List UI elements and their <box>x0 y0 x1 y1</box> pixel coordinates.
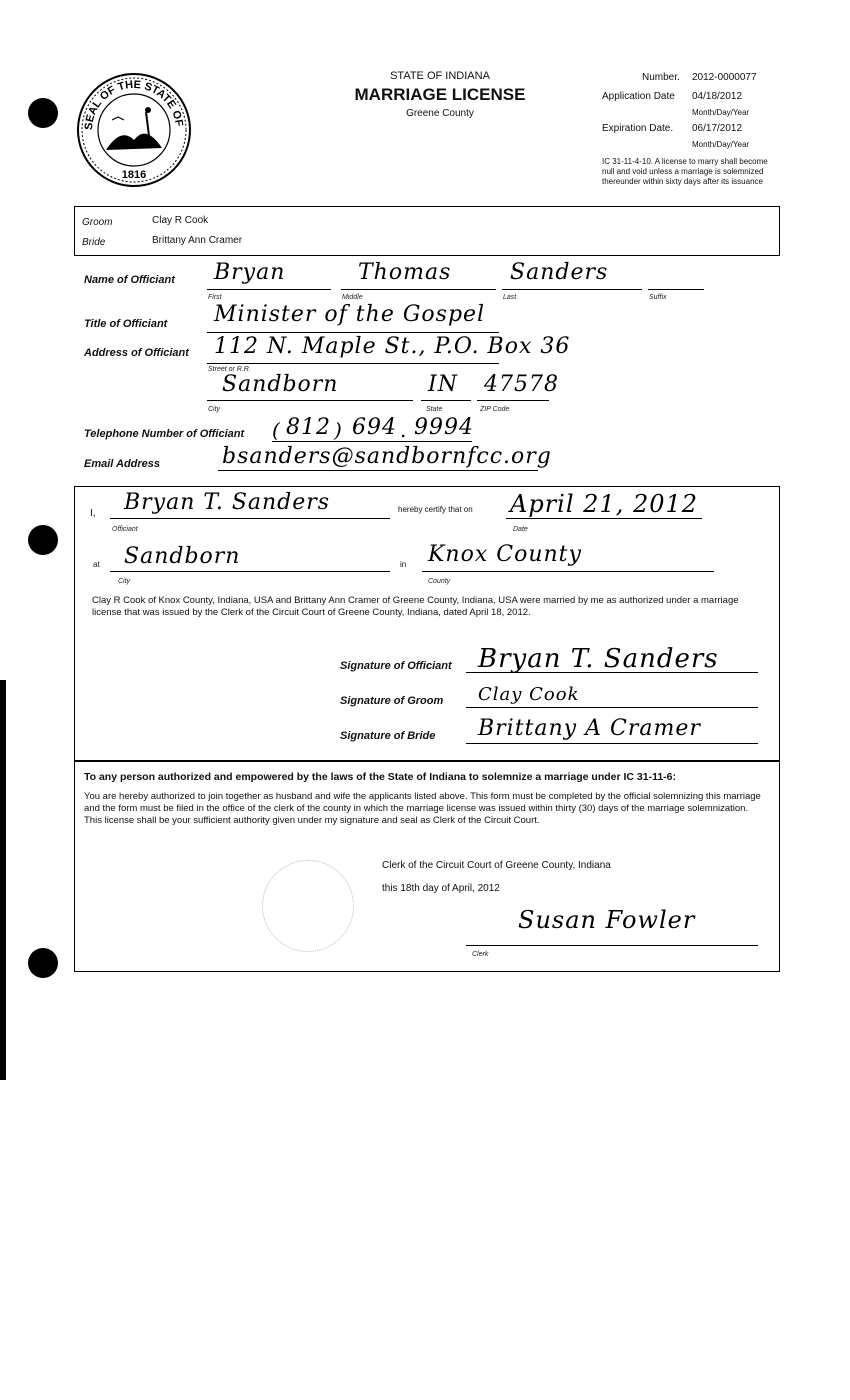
state-heading: STATE OF INDIANA <box>390 70 490 82</box>
officiant-signature-label: Signature of Officiant <box>340 660 452 672</box>
street-caption: Street or R.R. <box>208 366 251 373</box>
officiant-zip: 47578 <box>484 372 559 397</box>
bride-signature-label: Signature of Bride <box>340 730 436 742</box>
bride-name: Brittany Ann Cramer <box>152 235 243 246</box>
at-label: at <box>93 560 100 569</box>
officiant-title-value: Minister of the Gospel <box>214 302 486 327</box>
in-label: in <box>400 560 407 569</box>
officiant-email: bsanders@sandbornfcc.org <box>222 444 552 469</box>
middle-caption: Middle <box>342 294 363 301</box>
officiant-title-label: Title of Officiant <box>84 318 168 330</box>
officiant-first-name: Bryan <box>214 260 286 285</box>
binder-hole <box>28 948 58 978</box>
marriage-statement: Clay R Cook of Knox County, Indiana, USA and Brittany Ann Cramer of Greene County, Indiana, USA were married by me as authorized under a marriage license that was issued by the Clerk of the Circuit Court of Greene County, Indiana, dated April 18, 2012. <box>92 595 739 618</box>
clerk-of-court: Clerk of the Circuit Court of Greene County, Indiana <box>382 860 611 871</box>
authorization-body: You are hereby authorized to join together as husband and wife the applicants listed above. This form must be completed by the official solemnizing this marriage and the form must be filed in the office of the clerk of the county in which the marriage license was issued within thirty (30) days of the marriage solemnization. This license shall be your sufficient authority given under my signature and seal as Clerk of the Circuit Court. <box>84 791 761 826</box>
i-label: I, <box>90 508 96 519</box>
document-title: MARRIAGE LICENSE <box>354 85 526 104</box>
clerk-signature: Susan Fowler <box>518 906 696 934</box>
county-caption: County <box>428 578 451 585</box>
marriage-county: Knox County <box>428 542 582 567</box>
issue-date: this 18th day of April, 2012 <box>382 883 500 894</box>
date-format-caption: Month/Day/Year <box>692 140 750 149</box>
first-caption: First <box>208 294 222 301</box>
city-caption: City <box>208 406 221 413</box>
bride-label: Bride <box>82 237 106 248</box>
officiant-middle-name: Thomas <box>358 260 452 285</box>
officiant-name-label: Name of Officiant <box>84 274 175 286</box>
email-label: Email Address <box>84 458 161 470</box>
city-caption: City <box>118 578 131 585</box>
state-seal <box>76 72 192 188</box>
certificate-officiant: Bryan T. Sanders <box>124 490 331 515</box>
date-format-caption: Month/Day/Year <box>692 108 750 117</box>
suffix-caption: Suffix <box>649 294 667 301</box>
officiant-street: 112 N. Maple St., P.O. Box 36 <box>214 334 571 359</box>
officiant-state: IN <box>428 372 458 397</box>
parties-box <box>74 206 780 256</box>
bride-signature: Brittany A Cramer <box>478 716 701 741</box>
last-caption: Last <box>503 294 517 301</box>
seal-year: 1816 <box>121 169 147 181</box>
phone-label: Telephone Number of Officiant <box>84 428 245 440</box>
phone-prefix: 694 <box>352 415 397 440</box>
county-heading: Greene County <box>406 108 474 119</box>
marriage-city: Sandborn <box>124 544 241 569</box>
expiration-date-label: Expiration Date. <box>602 123 674 134</box>
phone-line-number: 9994 <box>414 415 474 440</box>
state-caption: State <box>426 406 443 413</box>
license-number: 2012-0000077 <box>692 72 757 83</box>
officiant-signature: Bryan T. Sanders <box>478 644 719 674</box>
certify-text: hereby certify that on <box>398 505 473 514</box>
number-label: Number. <box>642 72 680 83</box>
groom-signature: Clay Cook <box>478 684 580 705</box>
clerk-seal-impression <box>262 860 354 952</box>
groom-label: Groom <box>82 217 113 228</box>
officiant-address-label: Address of Officiant <box>84 347 189 359</box>
application-date-value: 04/18/2012 <box>692 91 743 102</box>
officiant-caption: Officiant <box>112 526 138 533</box>
groom-name: Clay R Cook <box>152 215 209 226</box>
zip-caption: ZIP Code <box>480 406 510 413</box>
marriage-date: April 21, 2012 <box>510 490 699 518</box>
binder-hole <box>28 525 58 555</box>
groom-signature-label: Signature of Groom <box>340 695 444 707</box>
application-date-label: Application Date <box>602 91 675 102</box>
expiration-date-value: 06/17/2012 <box>692 123 743 134</box>
statute-note: IC 31-11-4-10. A license to marry shall become null and void unless a marriage is solemnized thereunder within sixty days after its issuance <box>602 157 768 186</box>
scan-edge <box>0 680 6 1080</box>
officiant-last-name: Sanders <box>510 260 609 285</box>
clerk-caption: Clerk <box>472 951 489 958</box>
officiant-city: Sandborn <box>222 372 339 397</box>
date-caption: Date <box>513 526 528 533</box>
binder-hole <box>28 98 58 128</box>
seal-ring-text: SEAL OF THE STATE OF <box>82 78 185 131</box>
phone-area-code: 812 <box>286 415 331 440</box>
authorization-heading: To any person authorized and empowered by the laws of the State of Indiana to solemnize a marriage under IC 31-11-6: <box>84 771 677 783</box>
